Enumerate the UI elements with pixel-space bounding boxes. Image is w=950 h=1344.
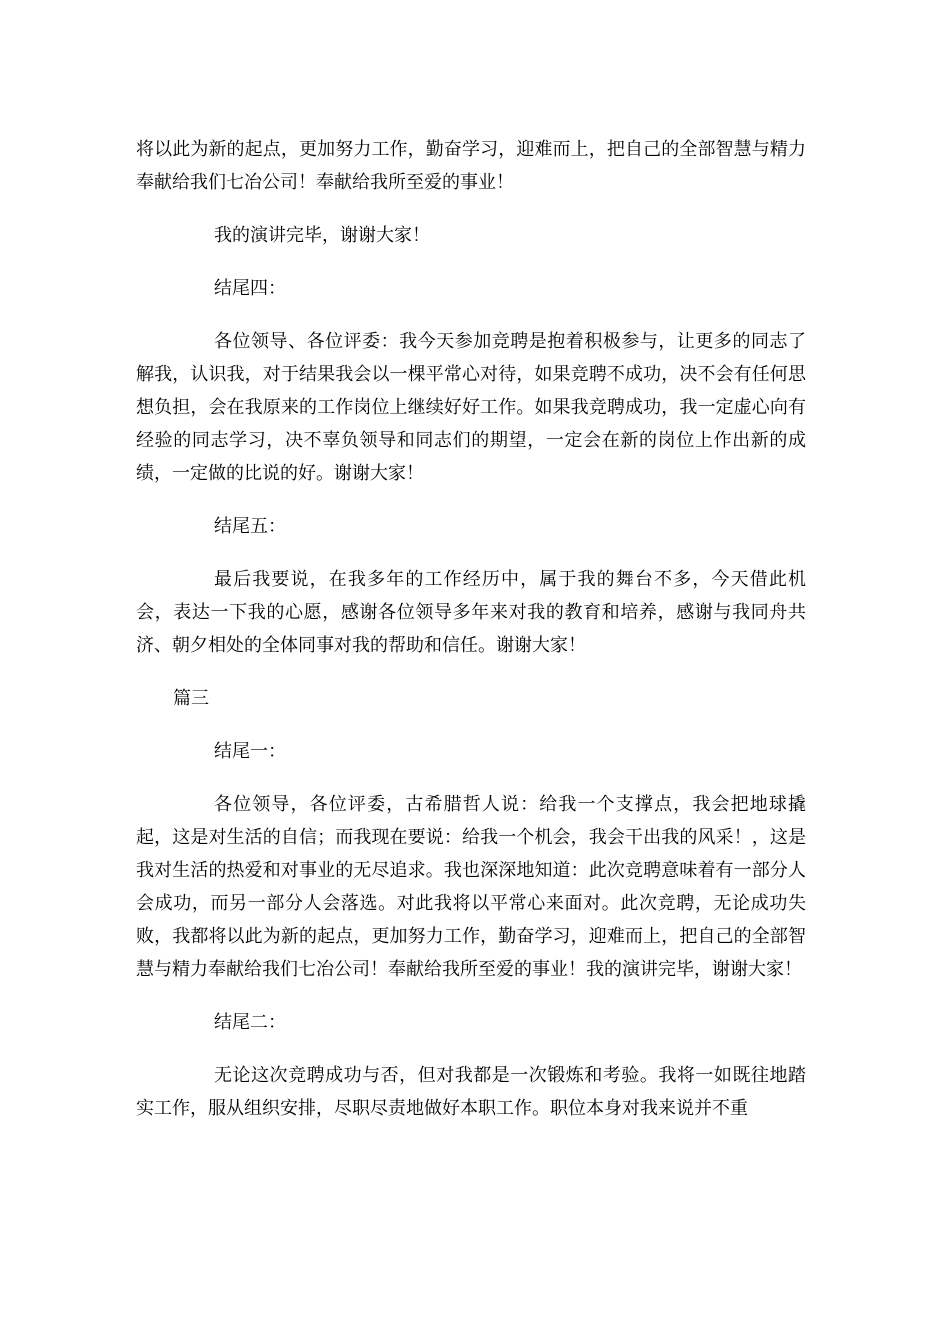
- body-paragraph-closing-thanks: 我的演讲完毕，谢谢大家！: [214, 225, 430, 246]
- body-paragraph-ending-four: 各位领导、各位评委：我今天参加竞聘是抱着积极参与，让更多的同志了解我，认识我，对于结果我会以一棵平常心对待，如果竞聘不成功，决不会有任何思想负担，会在我原来的工作岗位上继续好好工作。如果我竞聘成功，我一定虚心向有经验的同志学习，决不辜负领导和同志们的期望，一定会在新的岗位上作出新的成绩，一定做的比说的好。谢谢大家！: [136, 331, 806, 484]
- body-paragraph-continuation: 将以此为新的起点，更加努力工作，勤奋学习，迎难而上，把自己的全部智慧与精力奉献给我们七冶公司！奉献给我所至爱的事业！: [136, 139, 806, 193]
- document-page: [136, 133, 806, 1125]
- heading-ending-five: 结尾五：: [214, 516, 286, 537]
- body-paragraph-ending-five: 最后我要说，在我多年的工作经历中，属于我的舞台不多，今天借此机会，表达一下我的心愿，感谢各位领导多年来对我的教育和培养，感谢与我同舟共济、朝夕相处的全体同事对我的帮助和信任。谢谢大家！: [136, 569, 806, 656]
- body-paragraph-ending-one: 各位领导，各位评委，古希腊哲人说：给我一个支撑点，我会把地球撬起，这是对生活的自信；而我现在要说：给我一个机会，我会干出我的风采！，这是我对生活的热爱和对事业的无尽追求。我也深深地知道：此次竞聘意味着有一部分人会成功，而另一部分人会落选。对此我将以平常心来面对。此次竞聘，无论成功失败，我都将以此为新的起点，更加努力工作，勤奋学习，迎难而上，把自己的全部智慧与精力奉献给我们七冶公司！奉献给我所至爱的事业！我的演讲完毕，谢谢大家！: [136, 794, 806, 980]
- body-paragraph-ending-two: 无论这次竞聘成功与否，但对我都是一次锻炼和考验。我将一如既往地踏实工作，服从组织安排，尽职尽责地做好本职工作。职位本身对我来说并不重: [136, 1065, 806, 1119]
- heading-ending-two: 结尾二：: [214, 1012, 286, 1033]
- heading-ending-one: 结尾一：: [214, 741, 286, 762]
- heading-ending-four: 结尾四：: [214, 278, 286, 299]
- section-title-part-three: 篇三: [173, 688, 209, 709]
